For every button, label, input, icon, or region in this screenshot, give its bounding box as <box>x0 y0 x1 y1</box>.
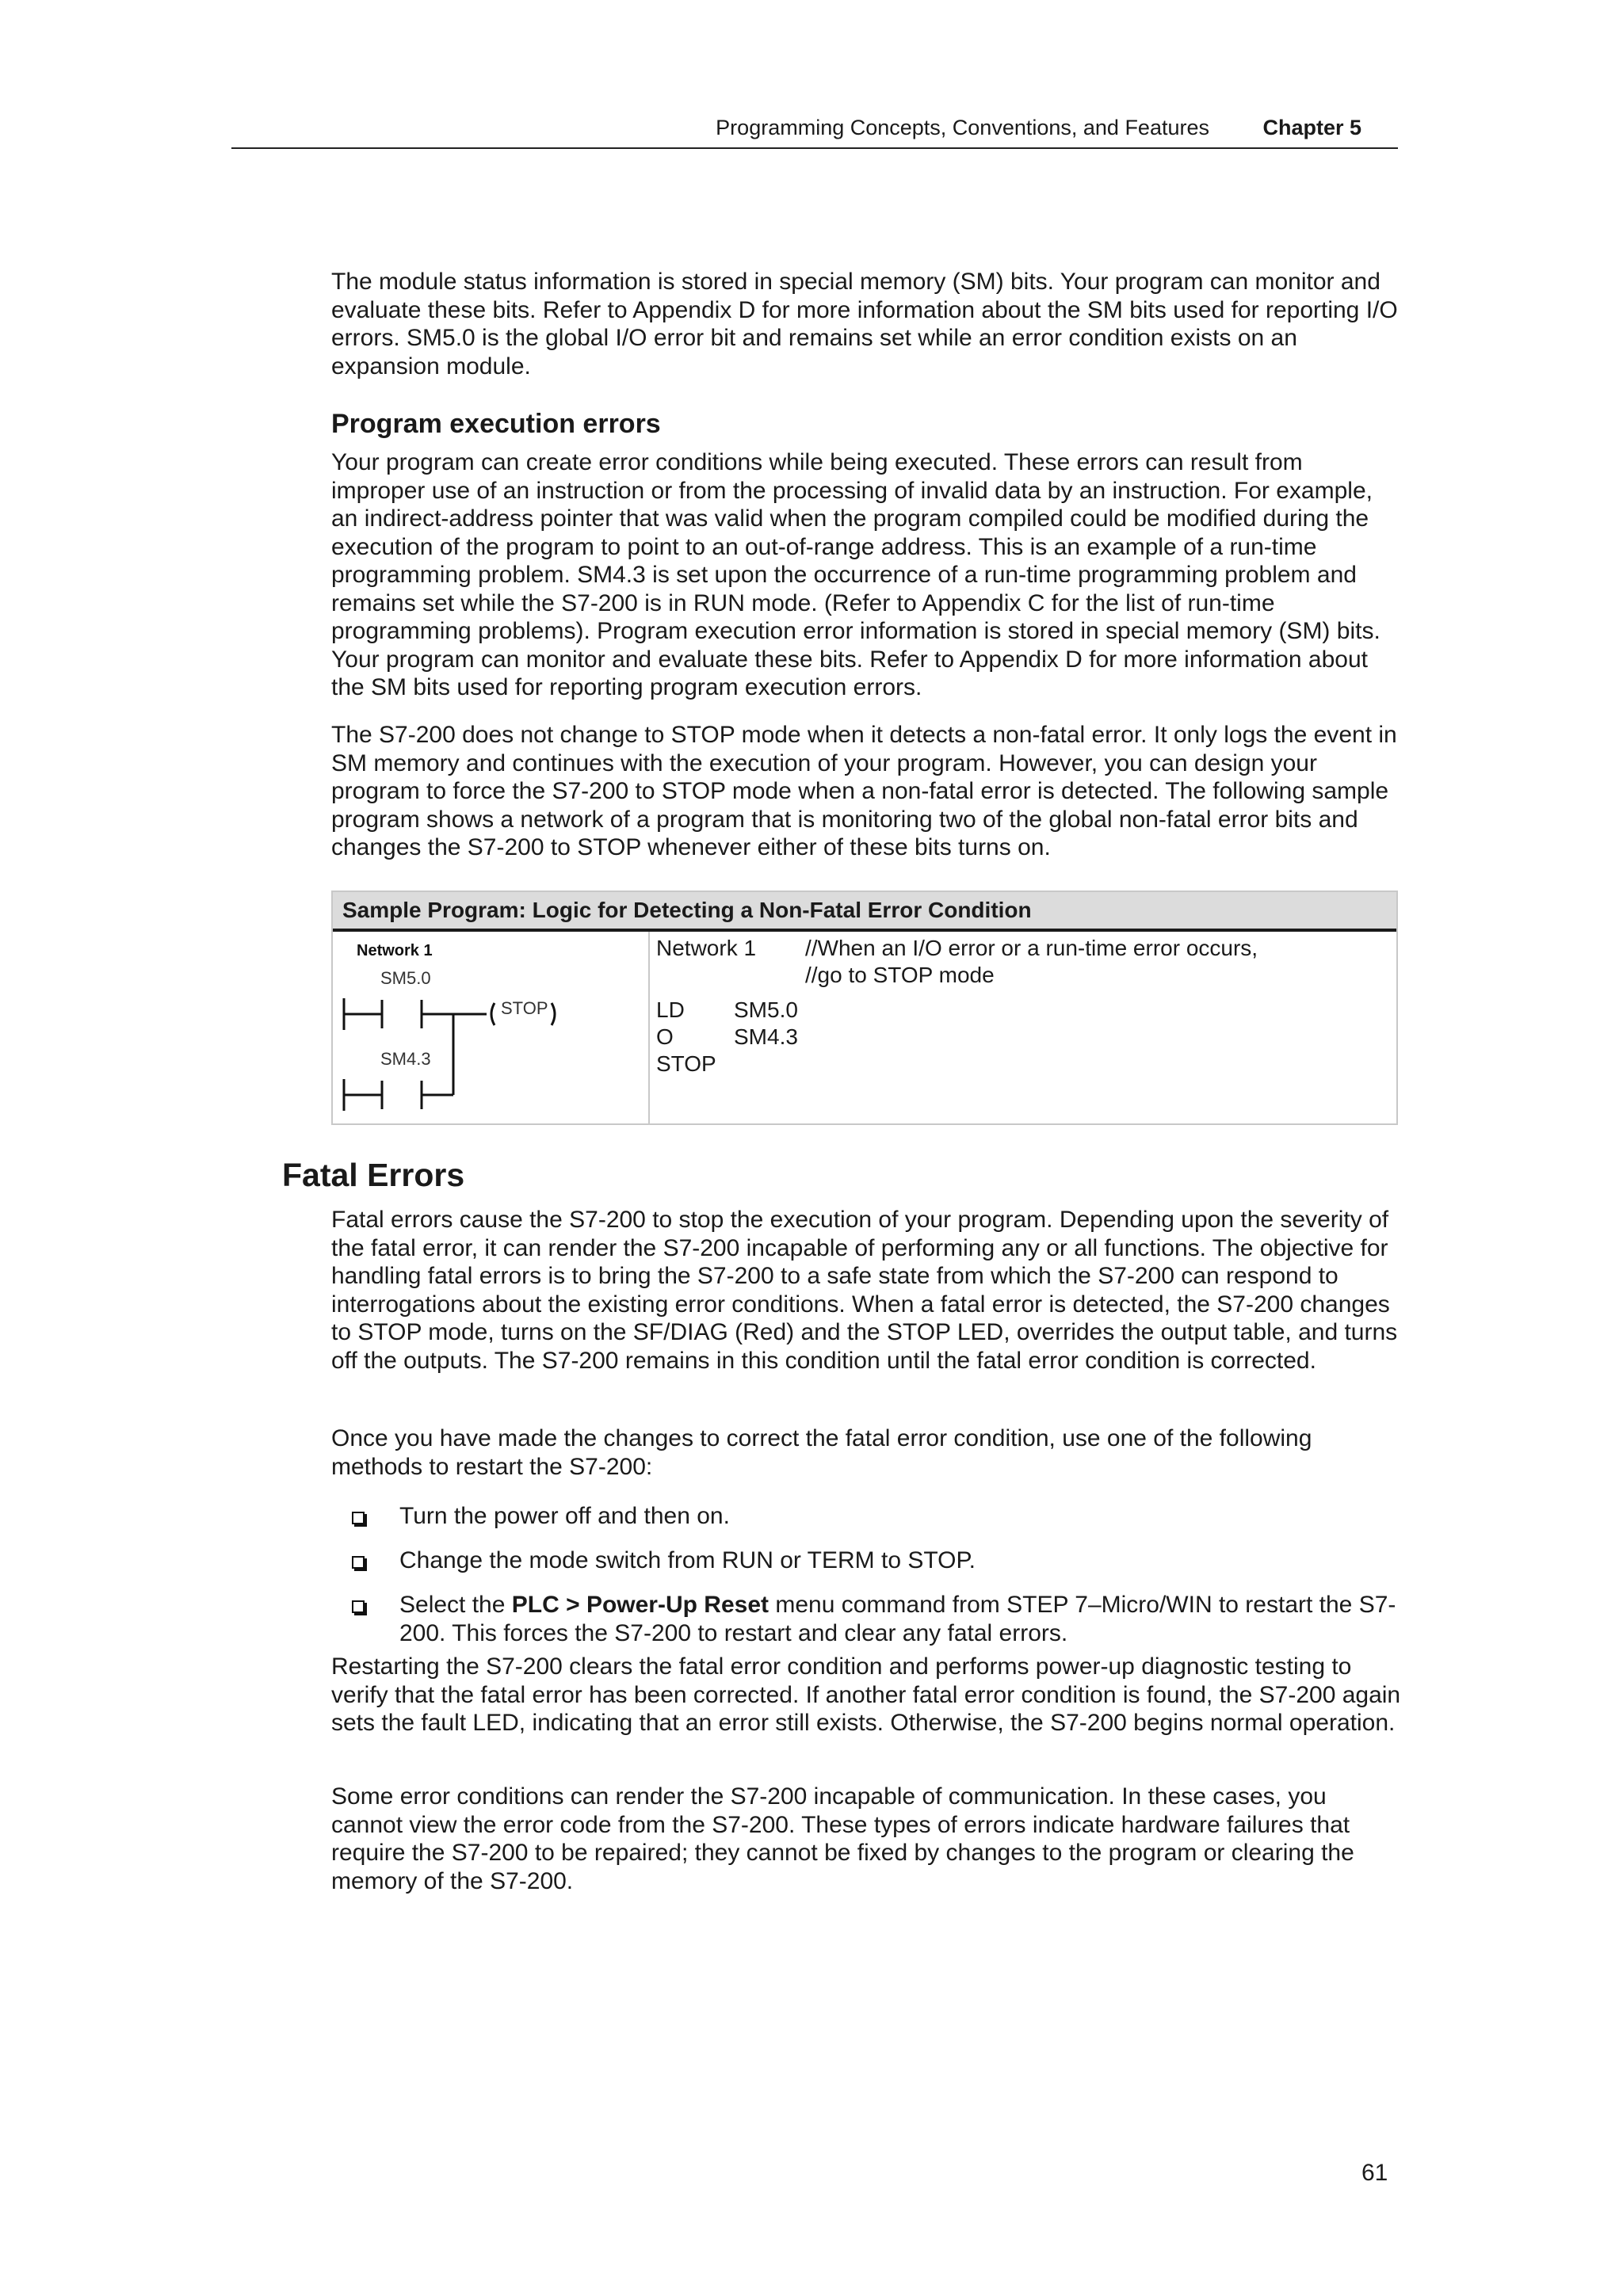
bullet3-suffix: menu command from STEP 7–Micro/WIN to restart the S7-200. This forces the S7-200 to restart and clear any fatal errors. <box>399 1592 1396 1646</box>
stl-operand: SM4.3 <box>734 1024 798 1049</box>
stl-comment-line-1: //When an I/O error or a run-time error occurs, <box>805 936 1258 960</box>
checkbox-bullet-icon <box>352 1600 365 1613</box>
stl-op: STOP <box>656 1051 716 1076</box>
page-number: 61 <box>1361 2160 1388 2186</box>
stl-op: LD <box>656 997 685 1022</box>
program-errors-paragraph-1: Your program can create error conditions while being executed. These errors can result from improper use of an instruction or from the processing of invalid data by an instruction. For example, an indirect-address pointer that was valid when the program compiled could be modified during the execution of the program to point to an out-of-range address. This is an example of a run-time programming problem. SM4.3 is set upon the occurrence of a run-time programming problem and remains set while the S7-200 is in RUN mode. (Refer to Appendix C for the list of run-time programming problems). Program execution error information is stored in special memory (SM) bits. Your program can monitor and evaluate these bits. Refer to Appendix D for more information about the SM bits used for reporting program execution errors. <box>331 449 1381 700</box>
stl-operand: SM5.0 <box>734 997 798 1022</box>
header-section-title: Programming Concepts, Conventions, and Features <box>716 116 1209 139</box>
stl-comment-line-2: //go to STOP mode <box>805 963 995 987</box>
checkbox-bullet-icon <box>352 1512 365 1524</box>
fatal-errors-paragraph-1: Fatal errors cause the S7-200 to stop the execution of your program. Depending upon the severity of the fatal error, it can render the S7-200 incapable of performing any or all functions. The objective for handling fatal errors is to bring the S7-200 to a safe state from which the S7-200 can respond to interrogations about the existing error conditions. When a fatal error is detected, the S7-200 changes to STOP mode, turns on the SF/DIAG (Red) and the STOP LED, overrides the output table, and turns off the outputs. The S7-200 remains in this condition until the fatal error condition is corrected. <box>331 1207 1398 1374</box>
bullet3-prefix: Select the <box>399 1592 512 1618</box>
fatal-errors-paragraph-3: Restarting the S7-200 clears the fatal error condition and performs power-up diagnostic testing to verify that the fatal error has been corrected. If another fatal error condition is found, the S7-200 again sets the fault LED, indicating that an error still exists. Otherwise, the S7-200 begins normal operation. <box>331 1653 1401 1736</box>
program-errors-paragraph-2: The S7-200 does not change to STOP mode when it detects a non-fatal error. It only logs the event in SM memory and continues with the execution of your program. However, you can design your program to force the S7-200 to STOP mode when a non-fatal error is detected. The following sample program shows a network of a program that is monitoring two of the global non-fatal error bits and changes the S7-200 to STOP whenever either of these bits turns on. <box>331 722 1397 860</box>
stl-network-label: Network 1 <box>656 936 757 960</box>
ladder-coil-label: STOP <box>501 998 548 1018</box>
fatal-errors-paragraph-2: Once you have made the changes to correct the fatal error condition, use one of the following methods to restart the S7-200: <box>331 1425 1312 1480</box>
stl-op: O <box>656 1024 674 1049</box>
ladder-contact1-sm5-0 <box>382 1000 422 1028</box>
ladder-contact2-label: SM4.3 <box>380 1049 431 1069</box>
fatal-errors-heading: Fatal Errors <box>282 1157 465 1193</box>
ladder-contact1-label: SM5.0 <box>380 968 431 988</box>
fatal-errors-paragraph-4: Some error conditions can render the S7-200 incapable of communication. In these cases, you cannot view the error code from the S7-200. These types of errors indicate hardware failures that require the S7-200 to be repaired; they cannot be fixed by changes to the program or clearing the memory of the S7-200. <box>331 1783 1354 1894</box>
sample-program-title: Sample Program: Logic for Detecting a Non-Fatal Error Condition <box>333 892 1396 932</box>
menu-command-path: PLC > Power-Up Reset <box>511 1592 769 1618</box>
checkbox-bullet-icon <box>352 1556 365 1569</box>
intro-paragraph: The module status information is stored in special memory (SM) bits. Your program can monitor and evaluate these bits. Refer to Appendix D for more information about the SM bits used for reporting I/O errors. SM5.0 is the global I/O error bit and remains set while an error condition exists on an expansion module. <box>331 269 1398 379</box>
sample-program-box <box>331 891 1398 1125</box>
ladder-network-label: Network 1 <box>357 942 433 959</box>
running-header <box>231 113 1398 149</box>
program-errors-heading: Program execution errors <box>331 409 661 439</box>
header-chapter-label: Chapter 5 <box>1262 116 1361 139</box>
ladder-diagram <box>333 932 650 1123</box>
ladder-diagram-svg <box>333 932 648 1127</box>
ladder-contact2-sm4-3 <box>382 1081 422 1109</box>
